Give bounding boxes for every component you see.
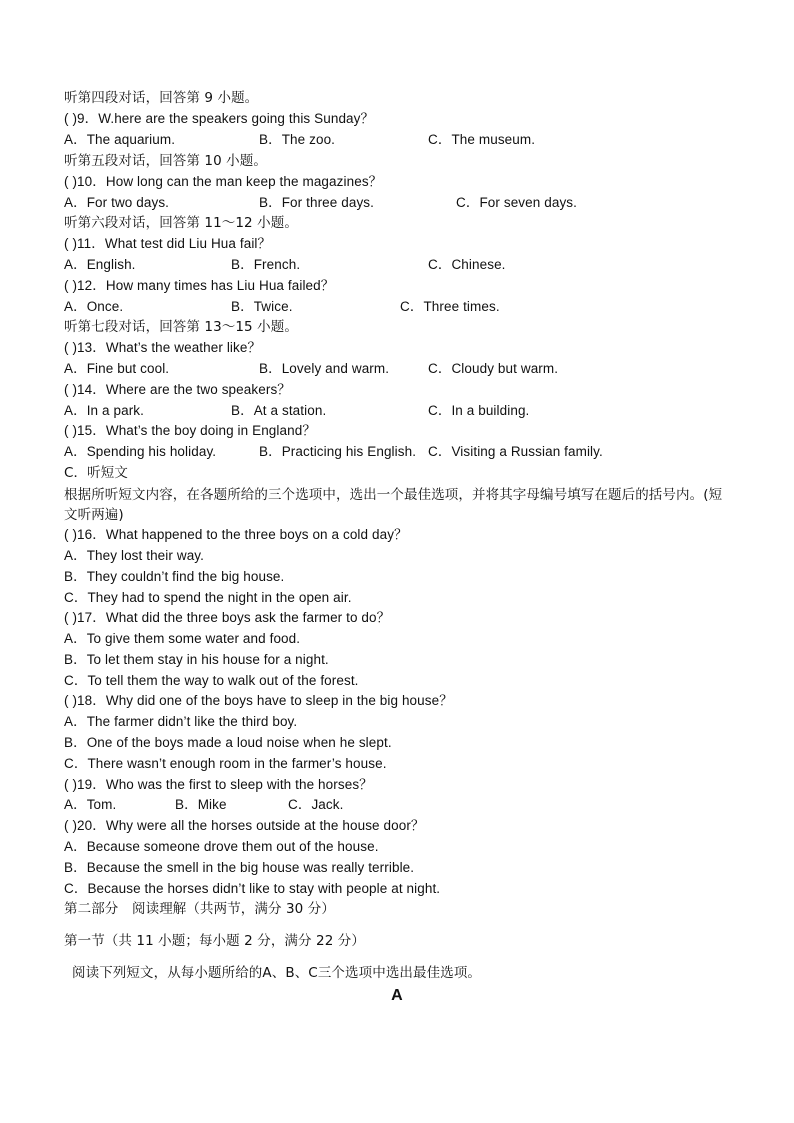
- q13-number: ( )13．: [64, 340, 106, 355]
- q15-text: What’s the boy doing in England？: [105, 423, 316, 438]
- q17-number: ( )17．: [64, 610, 106, 625]
- q16-option-c: C．They had to spend the night in the open air.: [64, 590, 352, 605]
- q16-number: ( )16．: [64, 527, 106, 542]
- q13-option-b: B．Lovely and warm.: [259, 361, 390, 376]
- q15-number: ( )15．: [64, 423, 106, 438]
- q19-option-c: C．Jack.: [288, 797, 344, 812]
- q9-option-a: A．The aquarium.: [64, 132, 176, 147]
- section1-heading: 第一节（共 11 小题；每小题 2 分，满分 22 分）: [64, 933, 365, 949]
- q20-number: ( )20．: [64, 818, 106, 833]
- q10-option-b: B．For three days.: [259, 195, 374, 210]
- q14-number: ( )14．: [64, 382, 106, 397]
- question-19: [64, 776, 373, 794]
- q16-option-a: A．They lost their way.: [64, 548, 204, 563]
- q10-text: How long can the man keep the magazines？: [105, 174, 383, 189]
- q14-text: Where are the two speakers？: [105, 382, 291, 397]
- q11-number: ( )11．: [64, 236, 105, 251]
- q10-option-c: C．For seven days.: [456, 195, 577, 210]
- question-14: [64, 381, 291, 399]
- question-10: [64, 173, 382, 191]
- q17-text: What did the three boys ask the farmer to do？: [105, 610, 391, 625]
- q12-number: ( )12．: [64, 278, 106, 293]
- question-18: [64, 692, 453, 710]
- question-11: [64, 235, 271, 253]
- section5-heading: 听第五段对话，回答第 10 小题。: [64, 153, 267, 169]
- q10-option-a: A．For two days.: [64, 195, 170, 210]
- q20-text: Why were all the horses outside at the house door？: [105, 818, 425, 833]
- q17-option-b: B．To let them stay in his house for a night.: [64, 652, 329, 667]
- q9-text: W.here are the speakers going this Sunday？: [98, 111, 375, 126]
- part-c-heading: C．听短文: [64, 465, 128, 481]
- q18-number: ( )18．: [64, 693, 106, 708]
- q19-text: Who was the first to sleep with the horses？: [105, 777, 373, 792]
- q15-option-b: B．Practicing his English.: [259, 444, 417, 459]
- q19-number: ( )19．: [64, 777, 106, 792]
- q14-option-c: C．In a building.: [428, 403, 530, 418]
- section6-heading: 听第六段对话，回答第 11～12 小题。: [64, 215, 298, 231]
- q12-option-b: B．Twice.: [231, 299, 293, 314]
- q19-option-b: B．Mike: [175, 797, 227, 812]
- q11-option-c: C．Chinese.: [428, 257, 506, 272]
- q18-text: Why did one of the boys have to sleep in the big house？: [105, 693, 453, 708]
- q10-number: ( )10．: [64, 174, 106, 189]
- section7-heading: 听第七段对话，回答第 13～15 小题。: [64, 319, 298, 335]
- q9-number: ( )9．: [64, 111, 99, 126]
- q20-option-b: B．Because the smell in the big house was really terrible.: [64, 860, 415, 875]
- question-17: [64, 609, 390, 627]
- q12-text: How many times has Liu Hua failed？: [105, 278, 335, 293]
- question-13: [64, 339, 261, 357]
- section4-heading: 听第四段对话，回答第 9 小题。: [64, 90, 259, 106]
- part-c-instruction: 根据所听短文内容，在各题所给的三个选项中，选出一个最佳选项，并将其字母编号填写在题后的括号内。(短文听两遍): [64, 487, 723, 523]
- question-12: [64, 277, 334, 295]
- q11-option-b: B．French.: [231, 257, 301, 272]
- question-16: [64, 526, 408, 544]
- q9-option-c: C．The museum.: [428, 132, 536, 147]
- q18-option-a: A．The farmer didn’t like the third boy.: [64, 714, 298, 729]
- q14-option-b: B．At a station.: [231, 403, 327, 418]
- q13-option-a: A．Fine but cool.: [64, 361, 170, 376]
- passage-label: A: [391, 987, 403, 1004]
- q19-option-a: A．Tom.: [64, 797, 117, 812]
- q15-option-c: C．Visiting a Russian family.: [428, 444, 603, 459]
- q20-option-c: C．Because the horses didn’t like to stay with people at night.: [64, 881, 441, 896]
- q11-text: What test did Liu Hua fail？: [104, 236, 272, 251]
- q13-text: What’s the weather like？: [105, 340, 262, 355]
- q16-text: What happened to the three boys on a cold day？: [105, 527, 408, 542]
- question-15: [64, 422, 316, 440]
- q14-option-a: A．In a park.: [64, 403, 144, 418]
- q17-option-c: C．To tell them the way to walk out of the forest.: [64, 673, 359, 688]
- part2-heading: 第二部分 阅读理解（共两节，满分 30 分）: [64, 901, 335, 917]
- q18-option-c: C．There wasn’t enough room in the farmer’s house.: [64, 756, 387, 771]
- q13-option-c: C．Cloudy but warm.: [428, 361, 559, 376]
- q9-option-b: B．The zoo.: [259, 132, 336, 147]
- q12-option-a: A．Once.: [64, 299, 124, 314]
- q18-option-b: B．One of the boys made a loud noise when he slept.: [64, 735, 392, 750]
- q20-option-a: A．Because someone drove them out of the house.: [64, 839, 379, 854]
- q16-option-b: B．They couldn’t find the big house.: [64, 569, 285, 584]
- q17-option-a: A．To give them some water and food.: [64, 631, 301, 646]
- question-9: [64, 110, 374, 128]
- q12-option-c: C．Three times.: [400, 299, 500, 314]
- reading-instruction: 阅读下列短文，从每小题所给的A、B、C三个选项中选出最佳选项。: [72, 965, 482, 981]
- q11-option-a: A．English.: [64, 257, 136, 272]
- question-20: [64, 817, 425, 835]
- q15-option-a: A．Spending his holiday.: [64, 444, 217, 459]
